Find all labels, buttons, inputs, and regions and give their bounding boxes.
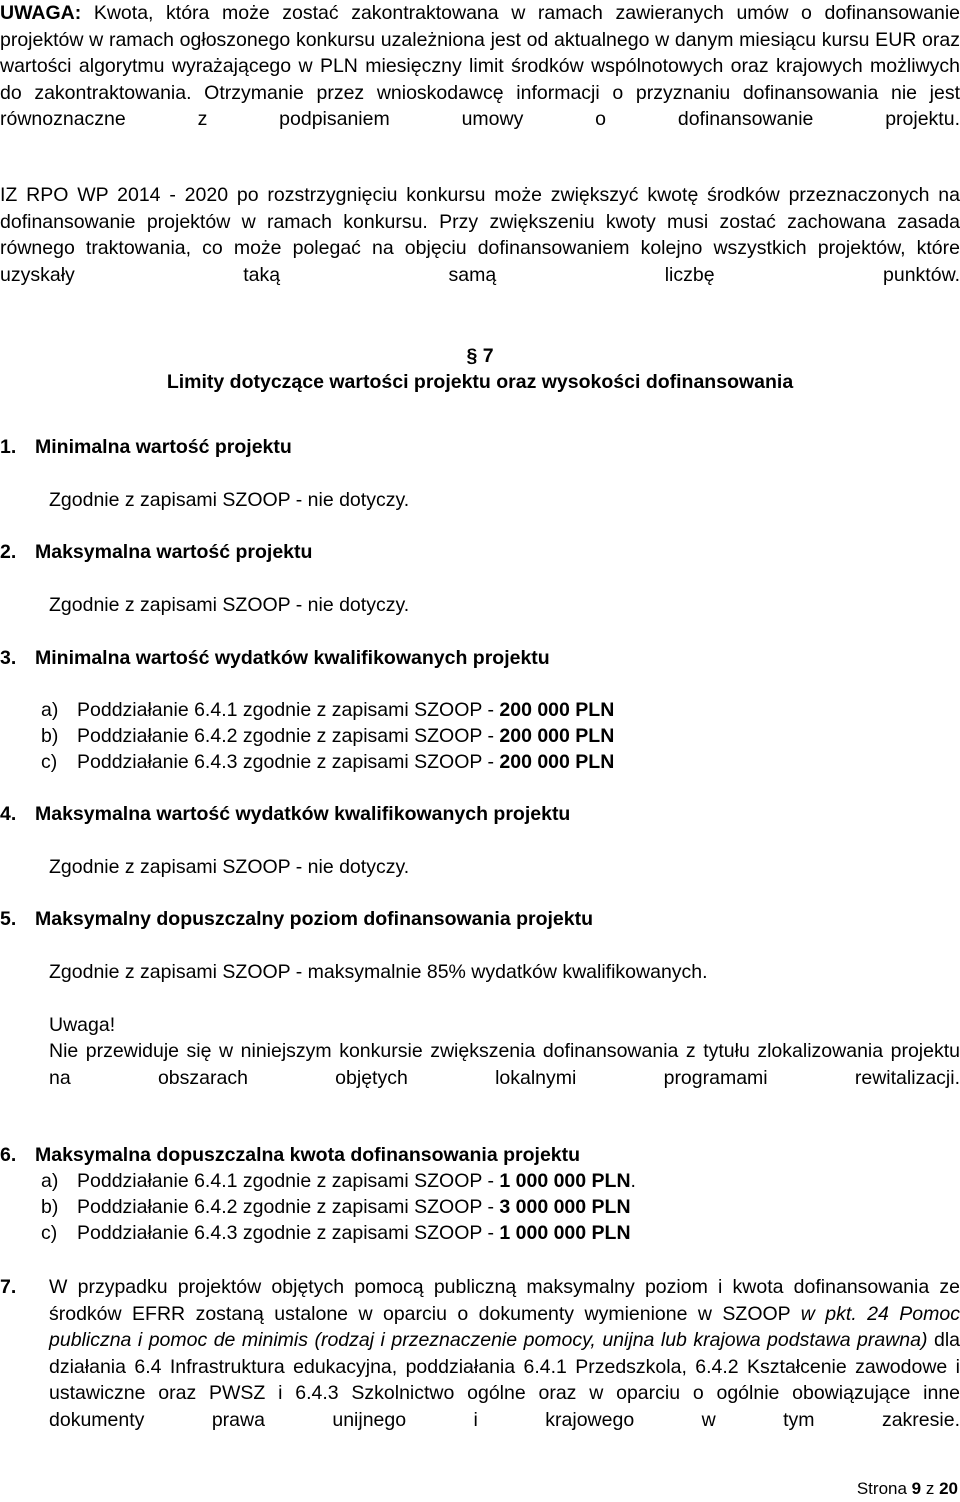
sub-text: Poddziałanie 6.4.1 zgodnie z zapisami SZOOP - <box>77 699 500 721</box>
item-2-title: Maksymalna wartość projektu <box>35 541 313 563</box>
item-4-heading <box>0 801 570 827</box>
sub-text: Poddziałanie 6.4.3 zgodnie z zapisami SZOOP - <box>77 1222 500 1244</box>
item-2-number: 2. <box>0 541 17 563</box>
sub-tail: . <box>630 1170 636 1192</box>
item-7-number: 7. <box>0 1276 17 1298</box>
item-5-number: 5. <box>0 908 17 930</box>
sub-letter: a) <box>41 1170 59 1192</box>
item-5-body: Zgodnie z zapisami SZOOP - maksymalnie 85% wydatków kwalifikowanych. <box>49 961 708 983</box>
item-3-number: 3. <box>0 647 17 669</box>
item-7-text-a: W przypadku projektów objętych pomocą publiczną maksymalny poziom i kwota dofinansowania ze środków EFRR zostaną ustalone w oparciu o dokumenty wymienione w SZOOP <box>49 1276 960 1325</box>
item-5-note: Nie przewiduje się w niniejszym konkursie zwiększenia dofinansowania z tytułu zlokalizowania projektu na obszarach objętych lokalnymi programami rewitalizacji. <box>49 1040 960 1089</box>
footer-total: 20 <box>939 1479 958 1498</box>
item-2-heading <box>0 539 312 565</box>
sub-text: Poddziałanie 6.4.1 zgodnie z zapisami SZOOP - <box>77 1170 500 1192</box>
item-1-title: Minimalna wartość projektu <box>35 436 292 458</box>
sub-amount: 200 000 PLN <box>499 725 615 747</box>
section-title: Limity dotyczące wartości projektu oraz wysokości dofinansowania <box>166 371 794 393</box>
warning-label: UWAGA: <box>0 2 82 24</box>
item-3-title: Minimalna wartość wydatków kwalifikowanych projektu <box>35 647 550 669</box>
sub-amount: 3 000 000 PLN <box>499 1196 631 1218</box>
item-7-text-b: dla działania 6.4 Infrastruktura edukacyjna, poddziałania 6.4.1 Przedszkola, 6.4.2 Kształcenie zawodowe i ustawiczne oraz PWSZ i 6.4.3 Szkolnictwo ogólne oraz w oparciu o ogólnie obowiązujące inne dokumenty prawa unijnego i krajowego w tym zakresie. <box>49 1329 960 1431</box>
item-7-paragraph <box>49 1274 960 1460</box>
section-number-text: § 7 <box>466 345 494 367</box>
item-5-note-label: Uwaga! <box>49 1014 116 1036</box>
item-7-text-italic: w pkt. 24 Pomoc publiczna i pomoc de minimis (rodzaj i przeznaczenie pomocy, unijna lub krajowa podstawa prawna) <box>49 1302 960 1351</box>
item-6-title: Maksymalna dopuszczalna kwota dofinansowania projektu <box>35 1144 581 1166</box>
sub-letter: c) <box>41 751 58 773</box>
sub-text: Poddziałanie 6.4.2 zgodnie z zapisami SZOOP - <box>77 725 500 747</box>
sub-letter: a) <box>41 699 59 721</box>
item-1-number: 1. <box>0 436 17 458</box>
item-6-number: 6. <box>0 1144 17 1166</box>
item-6-heading <box>0 1142 580 1168</box>
sub-amount: 1 000 000 PLN <box>499 1170 631 1192</box>
item-5-heading <box>0 906 593 932</box>
item-4-number: 4. <box>0 803 17 825</box>
item-4-title: Maksymalna wartość wydatków kwalifikowanych projektu <box>35 803 571 825</box>
page-footer <box>857 1476 958 1502</box>
warning-paragraph <box>0 0 960 159</box>
sub-text: Poddziałanie 6.4.2 zgodnie z zapisami SZOOP - <box>77 1196 500 1218</box>
item-6-sub-a <box>41 1168 636 1194</box>
item-4-body: Zgodnie z zapisami SZOOP - nie dotyczy. <box>49 856 410 878</box>
sub-amount: 200 000 PLN <box>499 751 615 773</box>
item-1-body: Zgodnie z zapisami SZOOP - nie dotyczy. <box>49 489 410 511</box>
item-3-sub-b <box>41 723 614 749</box>
sub-letter: c) <box>41 1222 58 1244</box>
sub-amount: 1 000 000 PLN <box>499 1222 631 1244</box>
item-3-sub-c <box>41 749 614 775</box>
warning-text: Kwota, która może zostać zakontraktowana w ramach zawieranych umów o dofinansowanie projektów w ramach ogłoszonego konkursu uzależniona jest od aktualnego w danym miesiącu kursu EUR oraz wartości algorytmu wyrażającego w PLN miesięczny limit środków wspólnotowych oraz krajowych możliwych do zakontraktowania. Otrzymanie przez wnioskodawcę informacji o przyznaniu dofinansowania nie jest równoznaczne z podpisaniem umowy o dofinansowanie projektu. <box>0 2 960 130</box>
item-5-title: Maksymalny dopuszczalny poziom dofinansowania projektu <box>35 908 594 930</box>
item-2-body: Zgodnie z zapisami SZOOP - nie dotyczy. <box>49 594 410 616</box>
item-3-heading <box>0 645 550 671</box>
item-3-sub-a <box>41 697 614 723</box>
iz-paragraph: IZ RPO WP 2014 - 2020 po rozstrzygnięciu konkursu może zwiększyć kwotę środków przeznaczonych na dofinansowanie projektów w ramach konkursu. Przy zwiększeniu kwoty musi zostać zachowana zasada równego traktowania, co może polegać na objęciu dofinansowaniem kolejno wszystkich projektów, które uzyskały taką samą liczbę punktów. <box>0 184 960 286</box>
sub-letter: b) <box>41 1196 59 1218</box>
item-6-sub-b <box>41 1194 631 1220</box>
sub-letter: b) <box>41 725 59 747</box>
footer-mid: z <box>921 1479 940 1498</box>
footer-prefix: Strona <box>856 1479 912 1498</box>
sub-text: Poddziałanie 6.4.3 zgodnie z zapisami SZOOP - <box>77 751 500 773</box>
sub-amount: 200 000 PLN <box>499 699 615 721</box>
item-6-sub-c <box>41 1220 631 1246</box>
section-number <box>0 343 960 369</box>
footer-page: 9 <box>911 1479 922 1498</box>
item-1-heading <box>0 434 292 460</box>
